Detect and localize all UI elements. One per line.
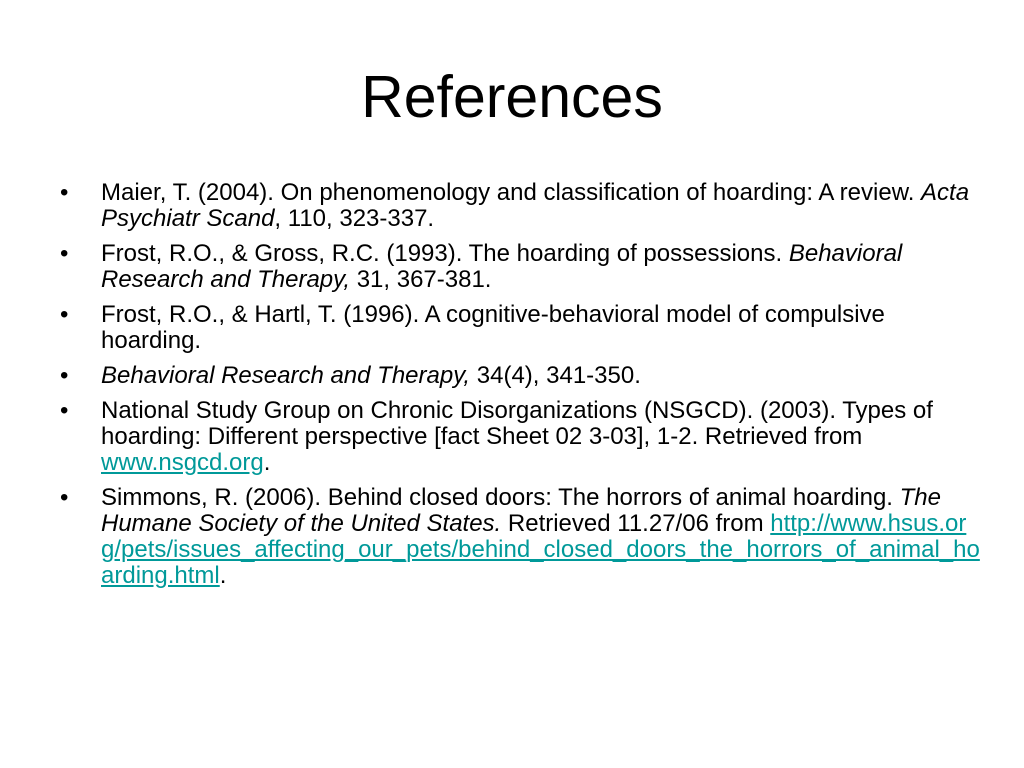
bullet-icon: • xyxy=(60,484,69,511)
reference-item xyxy=(60,485,980,589)
reference-segment: National Study Group on Chronic Disorganizations (NSGCD). (2003). Types of hoarding: Different perspective [fact Sheet 02 3-03], 1-2. Retrieved from xyxy=(101,397,933,450)
bullet-icon: • xyxy=(60,179,69,206)
reference-text xyxy=(101,240,902,293)
reference-item xyxy=(60,302,980,354)
journal-title: Acta Psychiatr Scand xyxy=(101,179,970,232)
reference-segment: 31, 367-381. xyxy=(350,266,492,293)
reference-segment: Maier, T. (2004). On phenomenology and classification of hoarding: A review. xyxy=(101,179,922,206)
reference-item xyxy=(60,180,980,232)
reference-segment: Frost, R.O., & Hartl, T. (1996). A cognitive-behavioral model of compulsive hoarding. xyxy=(101,301,885,354)
reference-segment: . xyxy=(263,449,271,476)
journal-title: The Humane Society of the United States. xyxy=(101,484,941,537)
bullet-icon: • xyxy=(60,362,69,389)
reference-segment: 34(4), 341-350. xyxy=(470,362,641,389)
reference-text xyxy=(101,362,641,389)
reference-link[interactable]: www.nsgcd.org xyxy=(101,449,264,476)
journal-title: Behavioral Research and Therapy, xyxy=(101,240,903,293)
reference-segment: Retrieved 11.27/06 from xyxy=(501,510,771,537)
slide-title: References xyxy=(361,64,663,130)
reference-text xyxy=(101,179,969,232)
references-list xyxy=(60,180,980,598)
journal-title: Behavioral Research and Therapy, xyxy=(101,362,471,389)
reference-segment: Simmons, R. (2006). Behind closed doors: The horrors of animal hoarding. xyxy=(101,484,900,511)
reference-item xyxy=(60,398,980,476)
reference-link[interactable]: http://www.hsus.org/pets/issues_affecting_our_pets/behind_closed_doors_the_horrors_of_animal_hoarding.html xyxy=(101,510,980,589)
reference-segment: Frost, R.O., & Gross, R.C. (1993). The hoarding of possessions. xyxy=(101,240,789,267)
bullet-icon: • xyxy=(60,240,69,267)
reference-text xyxy=(101,301,885,354)
bullet-icon: • xyxy=(60,397,69,424)
reference-segment: , 110, 323-337. xyxy=(274,205,435,232)
reference-segment: . xyxy=(219,562,227,589)
reference-item xyxy=(60,363,980,389)
bullet-icon: • xyxy=(60,301,69,328)
reference-text xyxy=(101,397,933,476)
reference-item xyxy=(60,241,980,293)
reference-text xyxy=(101,484,980,589)
